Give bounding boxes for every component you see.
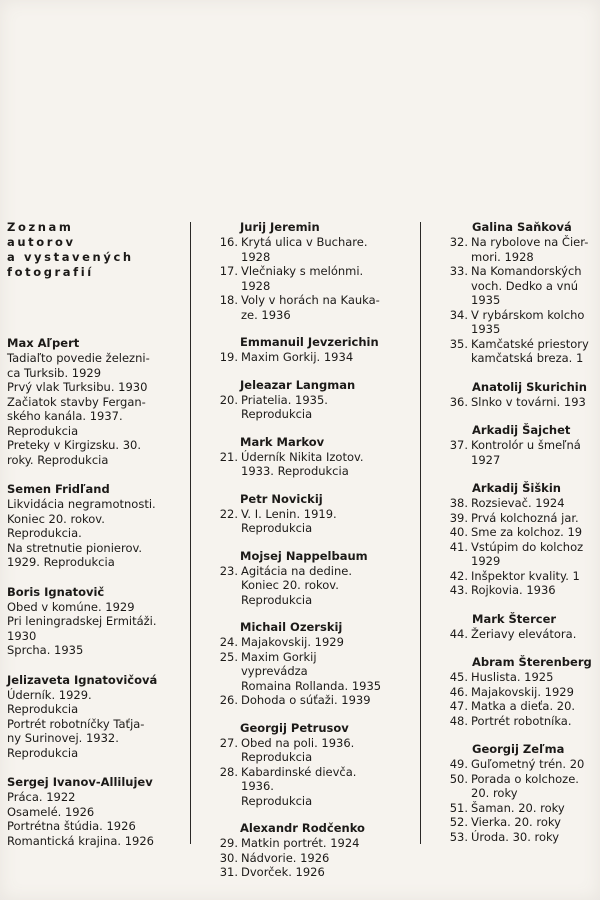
work-number: 40. bbox=[449, 525, 468, 539]
author-block bbox=[214, 620, 386, 708]
work-number: 47. bbox=[449, 699, 468, 713]
work-line: Kabardinské dievča. 1936. bbox=[241, 764, 357, 793]
work-line: 1935 bbox=[471, 322, 501, 336]
work-number: 43. bbox=[449, 583, 468, 597]
work-entry bbox=[444, 699, 600, 714]
work-line: Nádvorie. 1926 bbox=[241, 850, 330, 865]
work-line: Kontrolór u šmeľná bbox=[471, 438, 581, 452]
work-line: Portrét robotníka. bbox=[471, 713, 572, 728]
author-block bbox=[214, 220, 386, 322]
work-number: 24. bbox=[219, 635, 238, 649]
work-line: Reprodukcia bbox=[241, 521, 313, 535]
work-line: Na stretnutie pionierov. bbox=[7, 540, 143, 555]
work-line: Dohoda o súťaži. 1939 bbox=[241, 693, 371, 707]
work-entry bbox=[214, 836, 386, 851]
work-number: 49. bbox=[449, 757, 468, 771]
work-line: Sprcha. 1935 bbox=[7, 643, 84, 657]
work-number: 28. bbox=[219, 764, 238, 779]
work-line: Portrét robotníčky Taťja- bbox=[7, 716, 145, 731]
author-name: Georgij Zeľma bbox=[472, 742, 565, 756]
title-line: autorov bbox=[7, 235, 76, 249]
work-line: kamčatská breza. 1 bbox=[471, 351, 584, 365]
work-line: Úderník. 1929. bbox=[7, 687, 92, 702]
work-line: Na Komandorských bbox=[471, 264, 582, 278]
author-name: Mark Markov bbox=[240, 434, 325, 449]
work-entry bbox=[214, 564, 386, 608]
work-entry bbox=[444, 801, 600, 816]
author-block bbox=[214, 492, 386, 536]
work-entry bbox=[214, 765, 386, 809]
work-line: Vierka. 20. roky bbox=[471, 815, 561, 829]
work-line: 20. roky bbox=[471, 786, 518, 800]
work-line: Reprodukcia bbox=[7, 702, 79, 716]
author-block bbox=[214, 821, 386, 880]
work-line: ze. 1936 bbox=[241, 307, 291, 322]
column-divider-left bbox=[190, 222, 191, 844]
work-line: Reprodukcia bbox=[7, 745, 79, 760]
author-block bbox=[7, 673, 185, 761]
left-column bbox=[7, 220, 185, 863]
author-block bbox=[444, 220, 600, 366]
work-entry bbox=[444, 438, 600, 467]
work-line: V rybárskom kolcho bbox=[471, 307, 585, 322]
work-line: 1929. Reprodukcia bbox=[7, 555, 115, 569]
work-number: 38. bbox=[449, 496, 468, 510]
author-block bbox=[444, 655, 600, 728]
author-name: Anatolij Skurichin bbox=[472, 379, 587, 394]
work-line: Kamčatské priestory bbox=[471, 336, 589, 351]
work-entry bbox=[214, 865, 386, 880]
work-number: 31. bbox=[219, 865, 238, 879]
work-line: Reprodukcia bbox=[241, 407, 313, 421]
work-line: Porada o kolchoze. bbox=[471, 771, 579, 786]
author-block bbox=[214, 378, 386, 422]
work-line: Žeriavy elevátora. bbox=[471, 626, 577, 641]
work-entry bbox=[444, 627, 600, 642]
work-line: Dvorček. 1926 bbox=[241, 865, 325, 879]
work-line: V. I. Lenin. 1919. bbox=[241, 506, 337, 521]
author-name: Arkadij Šajchet bbox=[472, 423, 571, 437]
column-divider-right bbox=[420, 222, 421, 844]
work-line: Pri leningradskej Ermitáži. bbox=[7, 614, 157, 628]
author-block bbox=[444, 423, 600, 467]
work-line: Romantická krajina. 1926 bbox=[7, 833, 154, 848]
work-line: Huslista. 1925 bbox=[471, 670, 554, 684]
work-line: Úroda. 30. roky bbox=[471, 829, 560, 844]
title-line: fotografií bbox=[7, 265, 94, 279]
work-line: Obed na poli. 1936. bbox=[241, 735, 355, 750]
author-block bbox=[7, 585, 185, 658]
work-entry bbox=[214, 851, 386, 866]
work-line: Obed v komúne. 1929 bbox=[7, 599, 135, 614]
work-entry bbox=[444, 583, 600, 598]
author-block bbox=[444, 742, 600, 844]
work-number: 39. bbox=[449, 510, 468, 525]
work-number: 45. bbox=[449, 670, 468, 684]
work-line: Matkin portrét. 1924 bbox=[241, 836, 360, 850]
work-number: 53. bbox=[449, 829, 468, 844]
work-line: Práca. 1922 bbox=[7, 790, 76, 804]
work-entry bbox=[444, 569, 600, 584]
work-line: Na rybolove na Čier- bbox=[471, 235, 589, 249]
work-line: 1928 bbox=[241, 278, 271, 293]
work-line: Úderník Nikita Izotov. bbox=[241, 449, 364, 464]
work-entry bbox=[214, 264, 386, 293]
author-name: Abram Šterenberg bbox=[472, 655, 592, 669]
author-block bbox=[214, 335, 386, 365]
work-number: 33. bbox=[449, 264, 468, 278]
work-line: 1929 bbox=[471, 554, 501, 568]
author-name: Georgij Petrusov bbox=[240, 720, 349, 735]
author-block bbox=[7, 482, 185, 570]
work-entry bbox=[214, 635, 386, 650]
author-name: Jelizaveta Ignatovičová bbox=[7, 672, 158, 687]
work-line: Majakovskij. 1929 bbox=[241, 635, 344, 649]
work-entry bbox=[444, 525, 600, 540]
work-number: 22. bbox=[219, 506, 238, 521]
work-entry bbox=[214, 393, 386, 422]
author-name: Arkadij Šiškin bbox=[472, 481, 561, 495]
work-line: Inšpektor kvality. 1 bbox=[471, 568, 580, 583]
work-number: 42. bbox=[449, 568, 468, 583]
author-block bbox=[444, 612, 600, 642]
work-number: 16. bbox=[219, 235, 238, 249]
author-name: Sergej Ivanov-Allilujev bbox=[7, 775, 153, 789]
author-block bbox=[214, 435, 386, 479]
work-number: 29. bbox=[219, 836, 238, 850]
work-number: 23. bbox=[219, 563, 238, 578]
work-line: ca Turksib. 1929 bbox=[7, 365, 102, 380]
work-number: 46. bbox=[449, 684, 468, 699]
work-number: 36. bbox=[449, 394, 468, 409]
work-entry bbox=[444, 496, 600, 511]
work-entry bbox=[444, 395, 600, 410]
work-line: Romaina Rollanda. 1935 bbox=[241, 678, 382, 693]
work-line: Portrétna štúdia. 1926 bbox=[7, 819, 136, 833]
work-line: Guľometný trén. 20 bbox=[471, 757, 585, 771]
author-name: Semen Fridľand bbox=[7, 482, 110, 496]
work-number: 27. bbox=[219, 735, 238, 750]
work-line: roky. Reprodukcia bbox=[7, 452, 109, 467]
work-line: ského kanála. 1937. bbox=[7, 409, 123, 423]
work-line: Reprodukcia bbox=[241, 793, 313, 808]
author-name: Max Aľpert bbox=[7, 336, 80, 350]
work-line: Voly v horách na Kauka- bbox=[241, 293, 380, 307]
work-number: 52. bbox=[449, 815, 468, 829]
work-number: 37. bbox=[449, 438, 468, 452]
work-number: 30. bbox=[219, 850, 238, 865]
work-line: Osamelé. 1926 bbox=[7, 804, 95, 819]
middle-column bbox=[214, 220, 386, 893]
work-line: Začiatok stavby Fergan- bbox=[7, 394, 146, 409]
work-entry bbox=[214, 507, 386, 536]
author-block bbox=[7, 336, 185, 467]
work-entry bbox=[444, 772, 600, 801]
work-line: Krytá ulica v Buchare. bbox=[241, 235, 368, 249]
work-line: Rojkovia. 1936 bbox=[471, 583, 556, 597]
work-line: Agitácia na dedine. bbox=[241, 563, 353, 578]
work-entry bbox=[444, 235, 600, 264]
work-line: Reprodukcia bbox=[7, 423, 79, 438]
work-entry bbox=[214, 293, 386, 322]
work-number: 17. bbox=[219, 264, 238, 278]
work-entry bbox=[444, 540, 600, 569]
work-line: Maxim Gorkij. 1934 bbox=[241, 350, 354, 364]
work-line: 1928 bbox=[241, 249, 271, 264]
work-line: 1930 bbox=[7, 628, 37, 643]
work-number: 51. bbox=[449, 800, 468, 815]
work-number: 32. bbox=[449, 235, 468, 249]
work-line: Reprodukcia bbox=[241, 750, 313, 764]
work-line: Slnko v továrni. 193 bbox=[471, 394, 586, 409]
author-block bbox=[444, 380, 600, 410]
work-entry bbox=[444, 685, 600, 700]
work-entry bbox=[444, 670, 600, 685]
work-line: Matka a dieťa. 20. bbox=[471, 699, 576, 713]
work-entry bbox=[214, 650, 386, 694]
author-name: Jurij Jeremin bbox=[240, 220, 320, 234]
author-name: Alexandr Rodčenko bbox=[240, 821, 365, 835]
work-line: Preteky v Kirgizsku. 30. bbox=[7, 438, 142, 452]
work-number: 34. bbox=[449, 307, 468, 322]
title-line: Zoznam bbox=[7, 220, 74, 234]
work-entry bbox=[214, 693, 386, 708]
work-number: 20. bbox=[219, 392, 238, 407]
author-block bbox=[214, 549, 386, 608]
work-line: Vlečniaky s melónmi. bbox=[241, 264, 364, 278]
author-name: Emmanuil Jevzerichin bbox=[240, 335, 379, 349]
author-block bbox=[214, 721, 386, 809]
work-line: 1935 bbox=[471, 293, 501, 307]
work-line: Likvidácia negramotnosti. bbox=[7, 497, 156, 511]
work-line: Reprodukcia. bbox=[7, 526, 82, 540]
work-number: 18. bbox=[219, 293, 238, 307]
work-entry bbox=[214, 450, 386, 479]
author-name: Mark Štercer bbox=[472, 611, 557, 626]
work-line: Sme za kolchoz. 19 bbox=[471, 525, 583, 539]
author-name: Mojsej Nappelbaum bbox=[240, 548, 368, 563]
title-line: a vystavených bbox=[7, 250, 134, 264]
work-entry bbox=[444, 264, 600, 308]
work-line: voch. Dedko a vnú bbox=[471, 278, 579, 293]
author-block bbox=[444, 481, 600, 598]
work-entry bbox=[214, 736, 386, 765]
work-line: Reprodukcia bbox=[241, 592, 313, 607]
work-entry bbox=[444, 511, 600, 526]
work-number: 19. bbox=[219, 350, 238, 364]
work-number: 21. bbox=[219, 449, 238, 464]
work-line: 1933. Reprodukcia bbox=[241, 464, 349, 478]
work-number: 26. bbox=[219, 693, 238, 707]
work-number: 41. bbox=[449, 539, 468, 554]
work-line: Priatelia. 1935. bbox=[241, 392, 328, 407]
work-number: 35. bbox=[449, 336, 468, 351]
work-number: 48. bbox=[449, 713, 468, 728]
work-line: Rozsievač. 1924 bbox=[471, 496, 565, 510]
work-line: 1927 bbox=[471, 452, 501, 467]
work-line: mori. 1928 bbox=[471, 249, 534, 264]
work-number: 44. bbox=[449, 626, 468, 641]
work-entry bbox=[214, 235, 386, 264]
work-line: Maxim Gorkij vyprevádza bbox=[241, 649, 317, 678]
work-number: 25. bbox=[219, 649, 238, 664]
work-line: Tadiaľto povedie železni- bbox=[7, 351, 150, 365]
work-entry bbox=[214, 350, 386, 365]
author-name: Galina Saňková bbox=[472, 220, 572, 234]
work-entry bbox=[444, 337, 600, 366]
work-line: Koniec 20. rokov. bbox=[7, 511, 105, 526]
author-block bbox=[7, 775, 185, 848]
author-name: Jeleazar Langman bbox=[240, 377, 356, 392]
work-line: Šaman. 20. roky bbox=[471, 800, 565, 815]
work-number: 50. bbox=[449, 771, 468, 786]
work-entry bbox=[444, 308, 600, 337]
work-entry bbox=[444, 830, 600, 845]
author-name: Michail Ozerskij bbox=[240, 620, 343, 634]
work-line: Prvá kolchozná jar. bbox=[471, 510, 579, 525]
work-line: Prvý vlak Turksibu. 1930 bbox=[7, 380, 148, 394]
author-name: Boris Ignatovič bbox=[7, 584, 105, 599]
work-line: Majakovskij. 1929 bbox=[471, 684, 574, 699]
work-entry bbox=[444, 714, 600, 729]
work-entry bbox=[444, 757, 600, 772]
document-title bbox=[7, 220, 185, 280]
author-name: Petr Novickij bbox=[240, 491, 323, 506]
work-line: ny Surinovej. 1932. bbox=[7, 731, 119, 745]
work-line: Koniec 20. rokov. bbox=[241, 578, 339, 592]
work-line: Vstúpim do kolchoz bbox=[471, 539, 584, 554]
work-entry bbox=[444, 815, 600, 830]
right-column bbox=[444, 220, 600, 858]
